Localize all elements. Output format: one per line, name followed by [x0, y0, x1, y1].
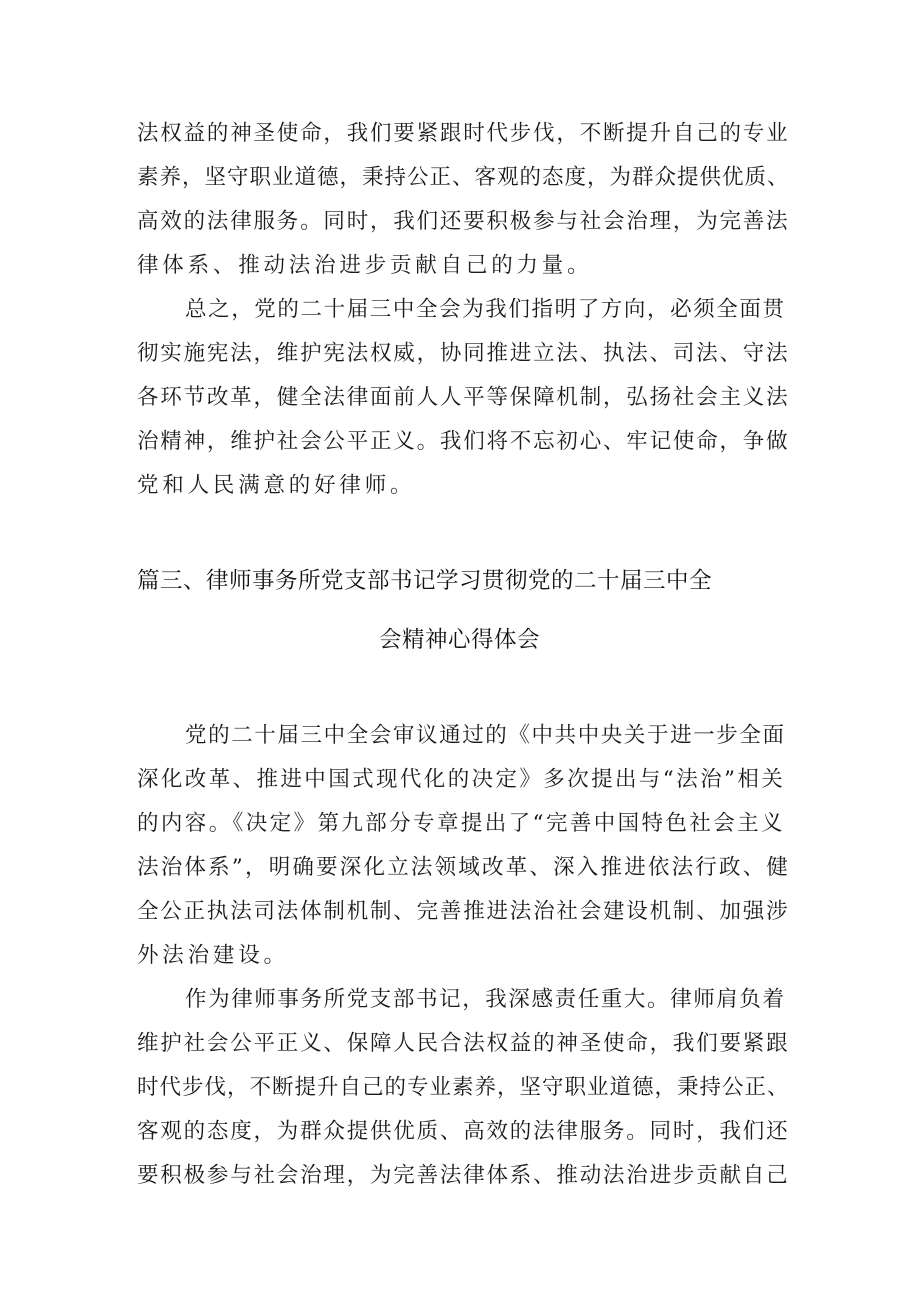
text-line: 总之，党的二十届三中全会为我们指明了方向，必须全面贯	[185, 297, 786, 322]
text-line: 彻实施宪法，维护宪法权威，协同推进立法、执法、司法、守法	[137, 341, 790, 366]
text-line: 维护社会公平正义、保障人民合法权益的神圣使命，我们要紧跟	[137, 1031, 790, 1056]
text-line: 各环节改革，健全法律面前人人平等保障机制，弘扬社会主义法	[137, 385, 790, 410]
text-line: 高效的法律服务。同时，我们还要积极参与社会治理，为完善法	[137, 209, 790, 234]
text-line: 素养，坚守职业道德，秉持公正、客观的态度，为群众提供优质、	[137, 165, 790, 190]
text-line: 要积极参与社会治理，为完善法律体系、推动法治进步贡献自己	[137, 1163, 790, 1188]
text-line: 党和人民满意的好律师。	[137, 473, 416, 498]
text-line: 律体系、推动法治进步贡献自己的力量。	[137, 253, 593, 278]
text-line: 治精神，维护社会公平正义。我们将不忘初心、牢记使命，争做	[137, 429, 790, 454]
text-line: 时代步伐，不断提升自己的专业素养，坚守职业道德，秉持公正、	[137, 1075, 790, 1100]
text-line: 深化改革、推进中国式现代化的决定》多次提出与“法治”相关	[137, 767, 786, 792]
text-line: 的内容。《决定》第九部分专章提出了“完善中国特色社会主义	[137, 811, 785, 836]
text-line: 作为律师事务所党支部书记，我深感责任重大。律师肩负着	[185, 987, 786, 1012]
text-line: 法治体系”，明确要深化立法领域改革、深入推进依法行政、健	[137, 855, 791, 880]
section-heading-line2: 会精神心得体会	[379, 627, 541, 653]
text-line: 外法治建设。	[137, 943, 289, 968]
text-line: 客观的态度，为群众提供优质、高效的法律服务。同时，我们还	[137, 1119, 790, 1144]
text-line: 法权益的神圣使命，我们要紧跟时代步伐，不断提升自己的专业	[137, 121, 790, 146]
text-line: 全公正执法司法体制机制、完善推进法治社会建设机制、加强涉	[137, 899, 790, 924]
text-line: 党的二十届三中全会审议通过的《中共中央关于进一步全面	[185, 723, 786, 748]
section-heading-line1: 篇三、律师事务所党支部书记学习贯彻党的二十届三中全	[137, 568, 713, 594]
